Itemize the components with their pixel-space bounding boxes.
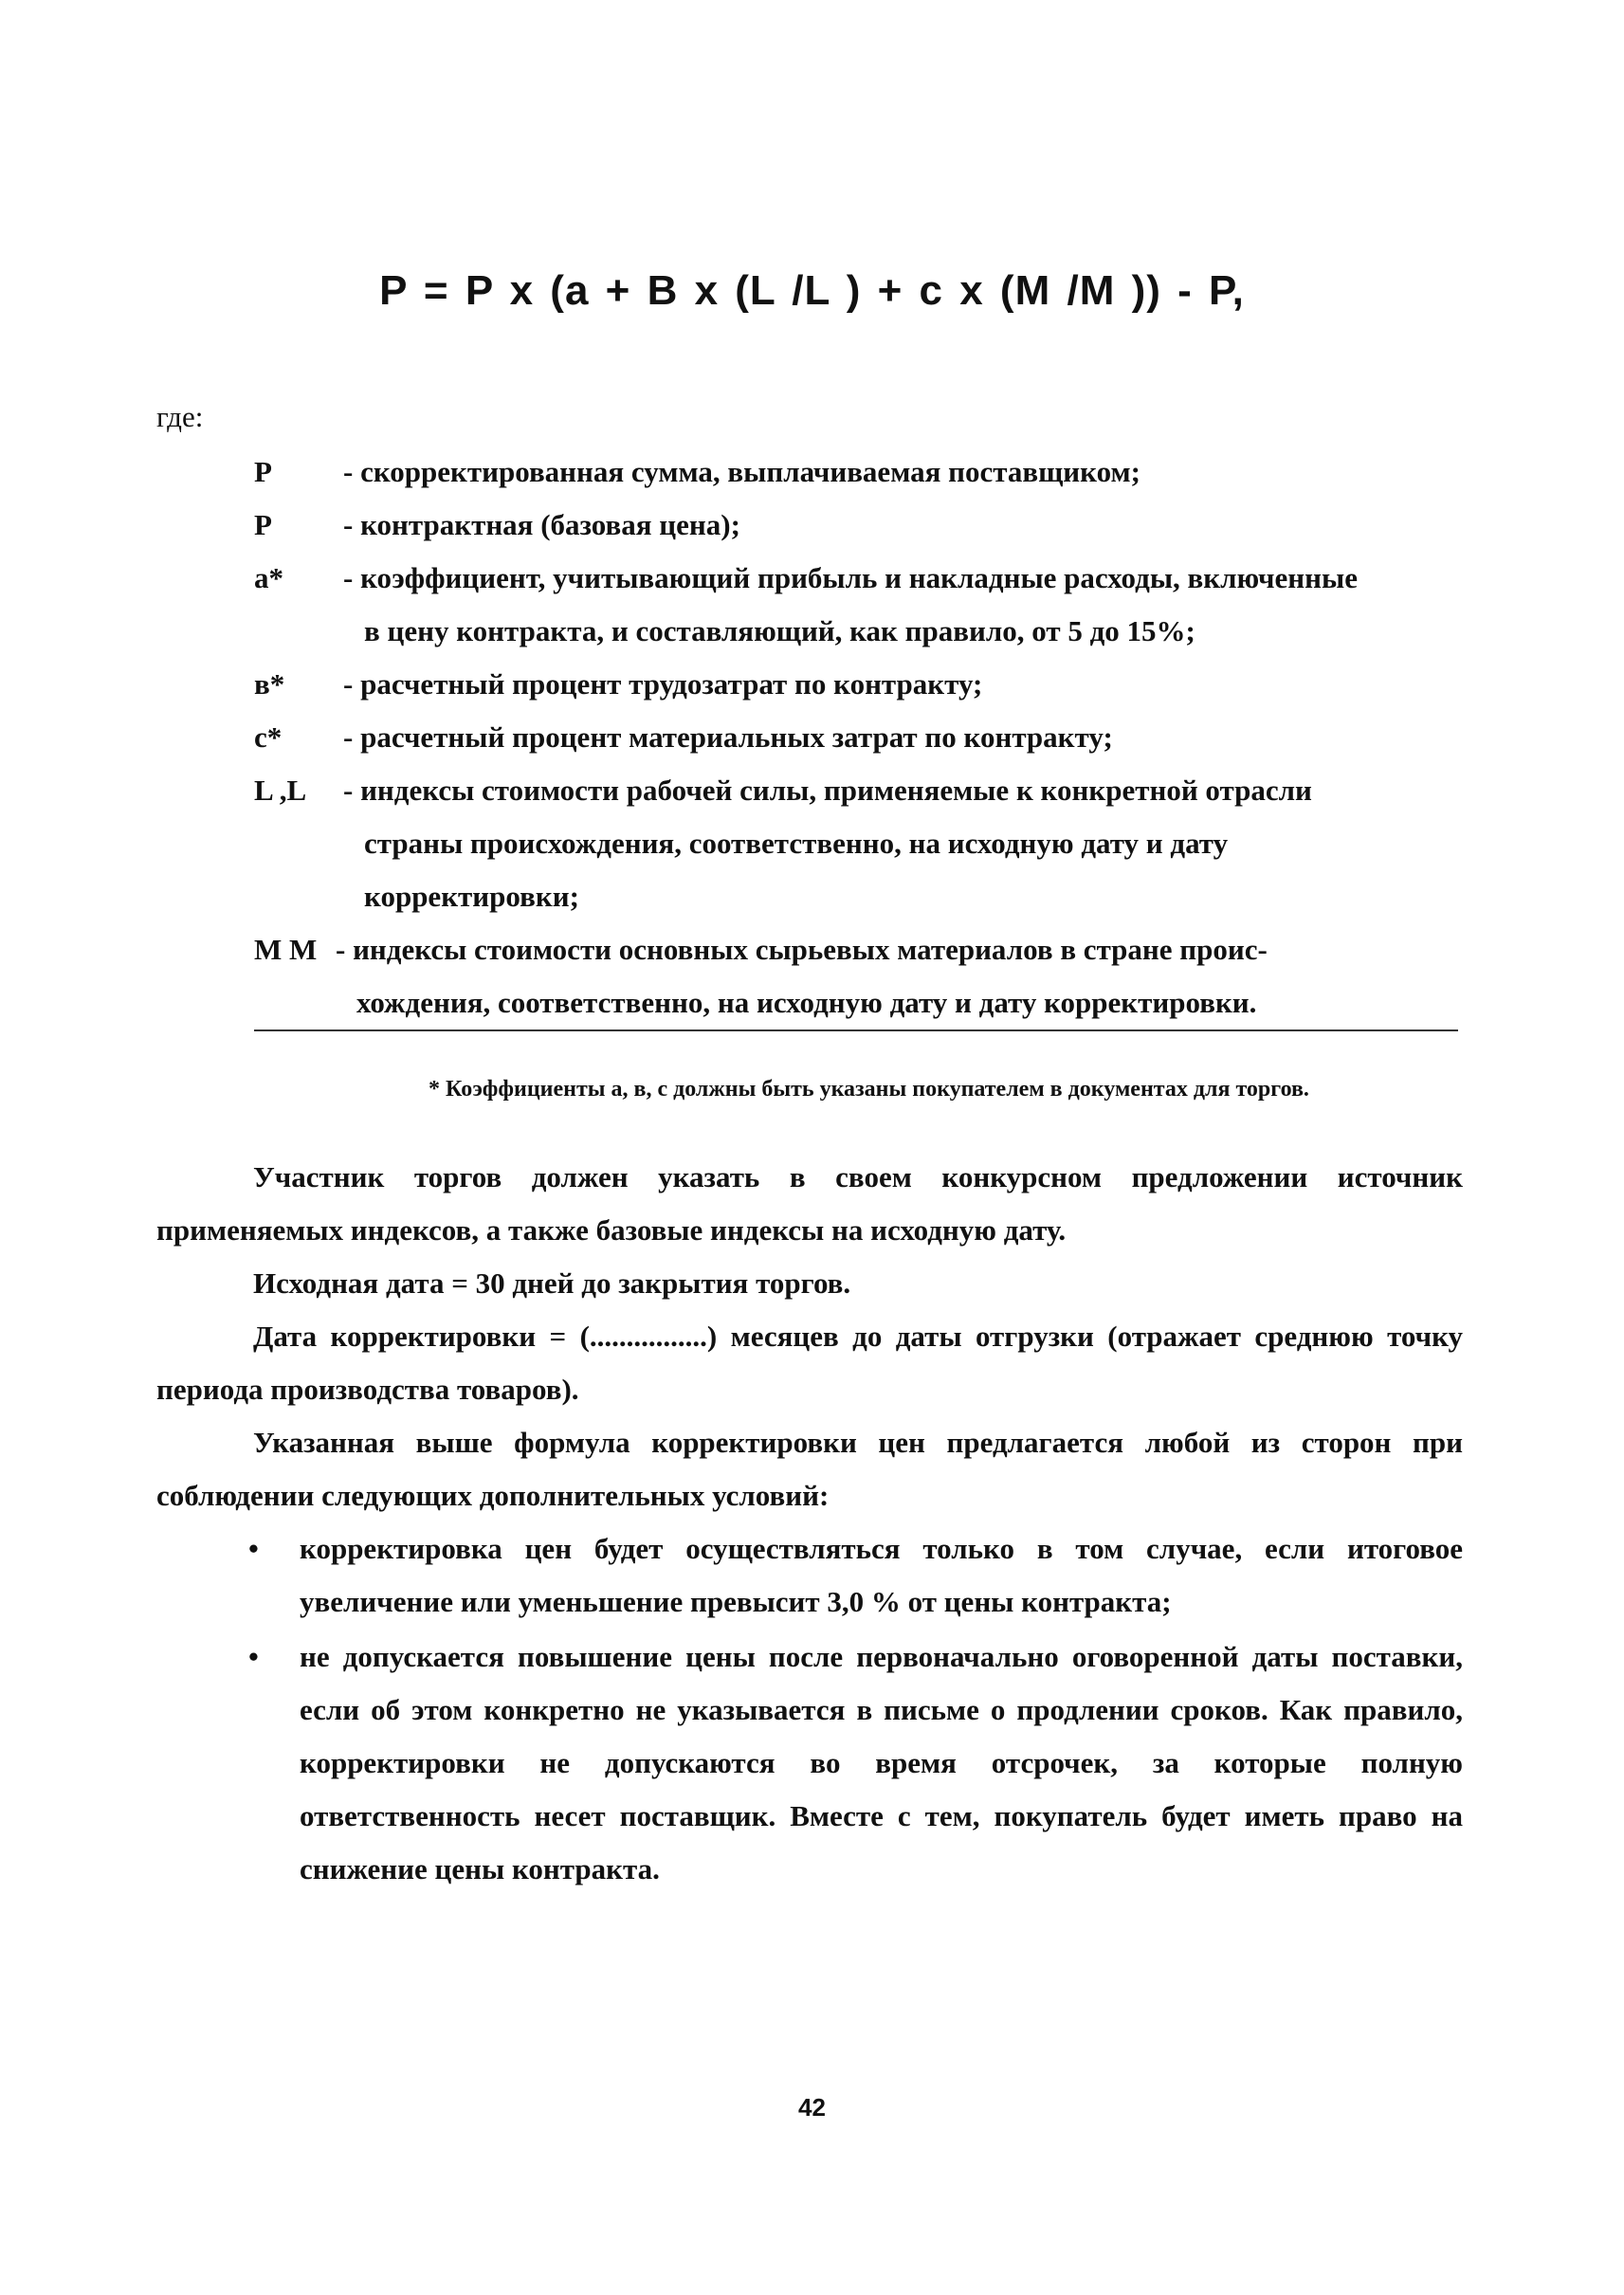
definition-symbol: L ,L bbox=[254, 774, 307, 807]
definition-symbol: a* bbox=[254, 561, 283, 594]
page-number: 42 bbox=[798, 2093, 826, 2122]
definition-symbol: P bbox=[254, 508, 272, 541]
definition-item bbox=[254, 764, 1477, 923]
definition-text: - расчетный процент трудозатрат по контракту; bbox=[343, 667, 983, 701]
list-item bbox=[156, 1630, 1463, 1896]
definition-item bbox=[254, 658, 1477, 711]
body-text bbox=[156, 1151, 1463, 1896]
where-label: где: bbox=[156, 400, 204, 433]
definition-text: - скорректированная сумма, выплачиваемая поставщиком; bbox=[343, 455, 1140, 488]
definition-item bbox=[254, 552, 1477, 658]
paragraph: Указанная выше формула корректировки цен предлагается любой из сторон при соблюдении следующих дополнительных условий: bbox=[156, 1426, 1463, 1512]
list-item bbox=[156, 1522, 1463, 1629]
list-item-text: не допускается повышение цены после первоначально оговоренной даты поставки, если об этом конкретно не указывается в письме о продлении сроков. Как правило, корректировки не допускаются во время отсрочек, за которые полную ответственность несет поставщик. Вместе с тем, покупатель будет иметь право на снижение цены контракта. bbox=[300, 1640, 1463, 1885]
definitions-list bbox=[254, 446, 1477, 1029]
definition-text-continued: страны происхождения, соответственно, на исходную дату и дату bbox=[364, 827, 1229, 860]
definition-text-continued: в цену контракта, и составляющий, как правило, от 5 до 15%; bbox=[364, 614, 1195, 647]
definition-symbol: M M bbox=[254, 933, 318, 966]
definition-text: - коэффициент, учитывающий прибыль и накладные расходы, включенные bbox=[343, 561, 1358, 594]
definition-text: - индексы стоимости основных сырьевых материалов в стране проис- bbox=[336, 933, 1268, 966]
conditions-list bbox=[156, 1522, 1463, 1896]
definition-text: - расчетный процент материальных затрат по контракту; bbox=[343, 720, 1113, 754]
paragraph: Участник торгов должен указать в своем конкурсном предложении источник применяемых индексов, а также базовые индексы на исходную дату. bbox=[156, 1160, 1463, 1247]
definition-item bbox=[254, 711, 1477, 764]
definition-item bbox=[254, 923, 1477, 1029]
definition-symbol: c* bbox=[254, 720, 283, 754]
definition-text: - индексы стоимости рабочей силы, применяемые к конкретной отрасли bbox=[343, 774, 1312, 807]
definition-symbol: P bbox=[254, 455, 272, 488]
footnote: * Коэффициенты а, в, с должны быть указаны покупателем в документах для торгов. bbox=[429, 1077, 1309, 1102]
definition-item bbox=[254, 446, 1477, 499]
definition-symbol: в* bbox=[254, 667, 285, 701]
definition-text: - контрактная (базовая цена); bbox=[343, 508, 740, 541]
definition-text-continued: корректировки; bbox=[364, 880, 579, 913]
price-adjustment-formula: P = P x (a + B x (L /L ) + c x (M /M )) - P, bbox=[379, 267, 1245, 314]
footnote-divider bbox=[254, 1029, 1458, 1031]
list-item-text: корректировка цен будет осуществляться только в том случае, если итоговое увеличение или уменьшение превысит 3,0 % от цены контракта; bbox=[300, 1532, 1463, 1618]
definition-text-continued: хождения, соответственно, на исходную дату и дату корректировки. bbox=[356, 986, 1257, 1019]
definition-item bbox=[254, 499, 1477, 552]
bullet-icon: • bbox=[248, 1640, 259, 1673]
paragraph: Исходная дата = 30 дней до закрытия торгов. bbox=[253, 1266, 851, 1300]
paragraph: Дата корректировки = (................) месяцев до даты отгрузки (отражает среднюю точку периода производства товаров). bbox=[156, 1320, 1463, 1406]
bullet-icon: • bbox=[248, 1532, 259, 1565]
